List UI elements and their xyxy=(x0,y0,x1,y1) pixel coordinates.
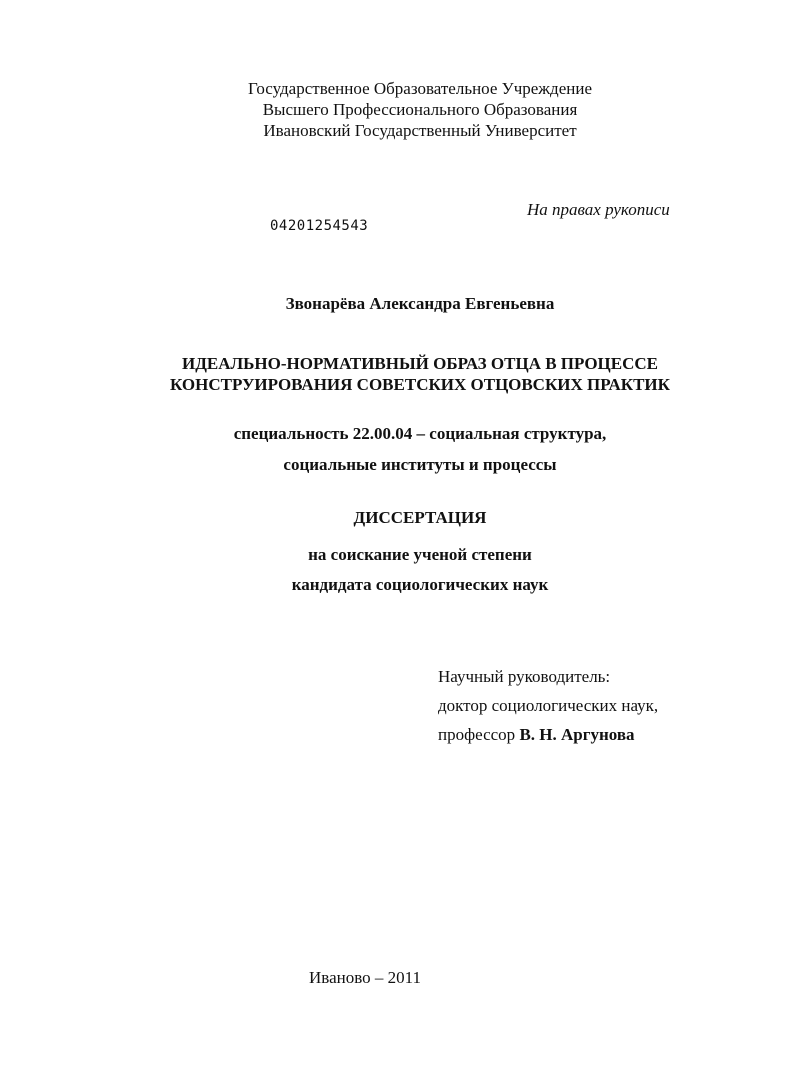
scientific-advisor xyxy=(438,662,658,749)
institution-line-2: Высшего Профессионального Образования xyxy=(262,100,578,119)
institution-header xyxy=(0,78,792,141)
institution-line-3: Ивановский Государственный Университет xyxy=(263,121,577,140)
institution-line-1: Государственное Образовательное Учреждение xyxy=(248,79,592,98)
copyright-note: На правах рукописи xyxy=(527,200,670,219)
specialty-line-2: социальные институты и процессы xyxy=(283,455,557,474)
document-type: ДИССЕРТАЦИЯ xyxy=(353,508,487,527)
advisor-label: Научный руководитель: xyxy=(438,667,611,686)
degree-line-2: кандидата социологических наук xyxy=(291,575,549,594)
advisor-rank: профессор xyxy=(438,725,516,744)
inventory-code: 04201254543 xyxy=(270,218,369,234)
title-line-2: КОНСТРУИРОВАНИЯ СОВЕТСКИХ ОТЦОВСКИХ ПРАКТИК xyxy=(170,375,670,394)
dissertation-title xyxy=(0,353,792,395)
specialty xyxy=(0,418,792,480)
advisor-rank-name xyxy=(438,720,658,749)
advisor-degree: доктор социологических наук, xyxy=(438,696,659,715)
title-line-1: ИДЕАЛЬНО-НОРМАТИВНЫЙ ОБРАЗ ОТЦА В ПРОЦЕССЕ xyxy=(181,354,658,373)
author-name: Звонарёва Александра Евгеньевна xyxy=(285,294,555,313)
degree-sought xyxy=(0,540,792,600)
city-year: Иваново – 2011 xyxy=(309,968,422,987)
degree-line-1: на соискание ученой степени xyxy=(308,545,532,564)
advisor-name: В. Н. Аргунова xyxy=(519,725,635,744)
specialty-line-1: специальность 22.00.04 – социальная структура, xyxy=(233,424,607,443)
